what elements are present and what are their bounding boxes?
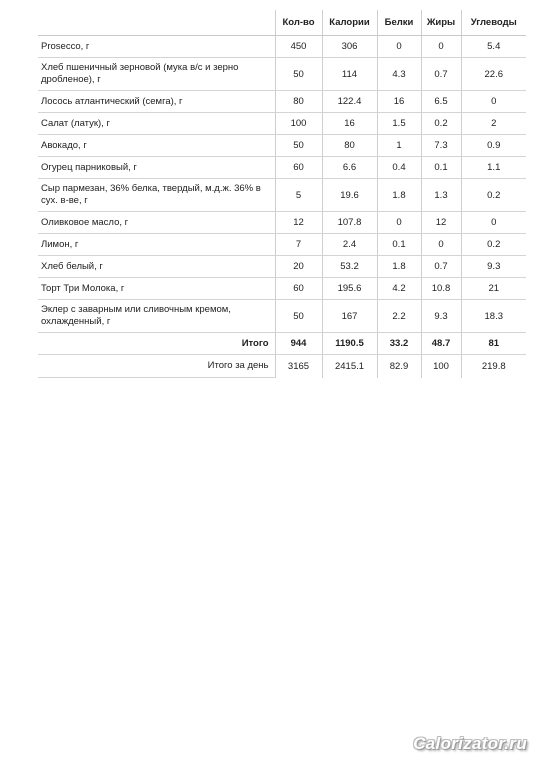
fat-cell: 0.7 xyxy=(421,256,461,278)
qty-cell: 60 xyxy=(275,157,322,179)
header-protein: Белки xyxy=(377,10,421,36)
product-name: Оливковое масло, г xyxy=(38,212,275,234)
table-row xyxy=(38,212,526,234)
protein-cell: 4.2 xyxy=(377,278,421,300)
protein-cell: 1 xyxy=(377,135,421,157)
calories-cell: 306 xyxy=(322,36,377,58)
fat-cell: 0.2 xyxy=(421,113,461,135)
daily-total-row xyxy=(38,355,526,378)
qty-cell: 450 xyxy=(275,36,322,58)
header-product xyxy=(38,10,275,36)
total-row xyxy=(38,333,526,355)
qty-cell: 60 xyxy=(275,278,322,300)
header-calories: Калории xyxy=(322,10,377,36)
fat-cell: 7.3 xyxy=(421,135,461,157)
table-row xyxy=(38,113,526,135)
table-row xyxy=(38,179,526,212)
carbs-cell: 5.4 xyxy=(461,36,526,58)
watermark: Calorizator.ru xyxy=(413,734,527,753)
protein-cell: 0 xyxy=(377,36,421,58)
calories-cell: 16 xyxy=(322,113,377,135)
calories-cell: 167 xyxy=(322,300,377,333)
carbs-cell: 1.1 xyxy=(461,157,526,179)
fat-cell: 0 xyxy=(421,36,461,58)
total-qty: 944 xyxy=(275,333,322,355)
product-name: Prosecco, г xyxy=(38,36,275,58)
protein-cell: 2.2 xyxy=(377,300,421,333)
product-name: Эклер с заварным или сливочным кремом, охлажденный, г xyxy=(38,300,275,333)
protein-cell: 0 xyxy=(377,212,421,234)
fat-cell: 12 xyxy=(421,212,461,234)
table-row xyxy=(38,278,526,300)
carbs-cell: 0 xyxy=(461,91,526,113)
table-row xyxy=(38,234,526,256)
nutrition-table xyxy=(38,10,526,378)
carbs-cell: 2 xyxy=(461,113,526,135)
product-name: Лимон, г xyxy=(38,234,275,256)
carbs-cell: 22.6 xyxy=(461,58,526,91)
product-name: Хлеб пшеничный зерновой (мука в/с и зерно дробленое), г xyxy=(38,58,275,91)
calories-cell: 114 xyxy=(322,58,377,91)
header-qty: Кол-во xyxy=(275,10,322,36)
qty-cell: 100 xyxy=(275,113,322,135)
daily-total-label: Итого за день xyxy=(38,355,275,378)
fat-cell: 10.8 xyxy=(421,278,461,300)
table-row xyxy=(38,300,526,333)
carbs-cell: 0.9 xyxy=(461,135,526,157)
protein-cell: 1.8 xyxy=(377,179,421,212)
carbs-cell: 18.3 xyxy=(461,300,526,333)
daily-fat: 100 xyxy=(421,355,461,378)
table-row xyxy=(38,91,526,113)
table-row xyxy=(38,36,526,58)
fat-cell: 6.5 xyxy=(421,91,461,113)
protein-cell: 1.8 xyxy=(377,256,421,278)
qty-cell: 7 xyxy=(275,234,322,256)
calories-cell: 6.6 xyxy=(322,157,377,179)
protein-cell: 0.1 xyxy=(377,234,421,256)
calories-cell: 80 xyxy=(322,135,377,157)
total-fat: 48.7 xyxy=(421,333,461,355)
qty-cell: 12 xyxy=(275,212,322,234)
calories-cell: 19.6 xyxy=(322,179,377,212)
table-row xyxy=(38,157,526,179)
protein-cell: 1.5 xyxy=(377,113,421,135)
qty-cell: 80 xyxy=(275,91,322,113)
protein-cell: 16 xyxy=(377,91,421,113)
qty-cell: 5 xyxy=(275,179,322,212)
carbs-cell: 0.2 xyxy=(461,179,526,212)
fat-cell: 0 xyxy=(421,234,461,256)
product-name: Лосось атлантический (семга), г xyxy=(38,91,275,113)
product-name: Авокадо, г xyxy=(38,135,275,157)
total-protein: 33.2 xyxy=(377,333,421,355)
qty-cell: 50 xyxy=(275,58,322,91)
qty-cell: 20 xyxy=(275,256,322,278)
total-calories: 1190.5 xyxy=(322,333,377,355)
product-name: Торт Три Молока, г xyxy=(38,278,275,300)
protein-cell: 4.3 xyxy=(377,58,421,91)
fat-cell: 9.3 xyxy=(421,300,461,333)
fat-cell: 0.1 xyxy=(421,157,461,179)
carbs-cell: 0.2 xyxy=(461,234,526,256)
calories-cell: 195.6 xyxy=(322,278,377,300)
header-fat: Жиры xyxy=(421,10,461,36)
calories-cell: 122.4 xyxy=(322,91,377,113)
total-carbs: 81 xyxy=(461,333,526,355)
fat-cell: 1.3 xyxy=(421,179,461,212)
calories-cell: 53.2 xyxy=(322,256,377,278)
carbs-cell: 21 xyxy=(461,278,526,300)
protein-cell: 0.4 xyxy=(377,157,421,179)
product-name: Сыр пармезан, 36% белка, твердый, м.д.ж. 36% в сух. в-ве, г xyxy=(38,179,275,212)
table-row xyxy=(38,135,526,157)
table-row xyxy=(38,256,526,278)
header-carbs: Углеводы xyxy=(461,10,526,36)
qty-cell: 50 xyxy=(275,300,322,333)
calories-cell: 107.8 xyxy=(322,212,377,234)
carbs-cell: 9.3 xyxy=(461,256,526,278)
daily-carbs: 219.8 xyxy=(461,355,526,378)
product-name: Салат (латук), г xyxy=(38,113,275,135)
table-row xyxy=(38,58,526,91)
calories-cell: 2.4 xyxy=(322,234,377,256)
nutrition-report xyxy=(38,10,526,378)
product-name: Огурец парниковый, г xyxy=(38,157,275,179)
product-name: Хлеб белый, г xyxy=(38,256,275,278)
table-header-row xyxy=(38,10,526,36)
carbs-cell: 0 xyxy=(461,212,526,234)
daily-calories: 2415.1 xyxy=(322,355,377,378)
fat-cell: 0.7 xyxy=(421,58,461,91)
qty-cell: 50 xyxy=(275,135,322,157)
daily-qty: 3165 xyxy=(275,355,322,378)
daily-protein: 82.9 xyxy=(377,355,421,378)
total-label: Итого xyxy=(38,333,275,355)
